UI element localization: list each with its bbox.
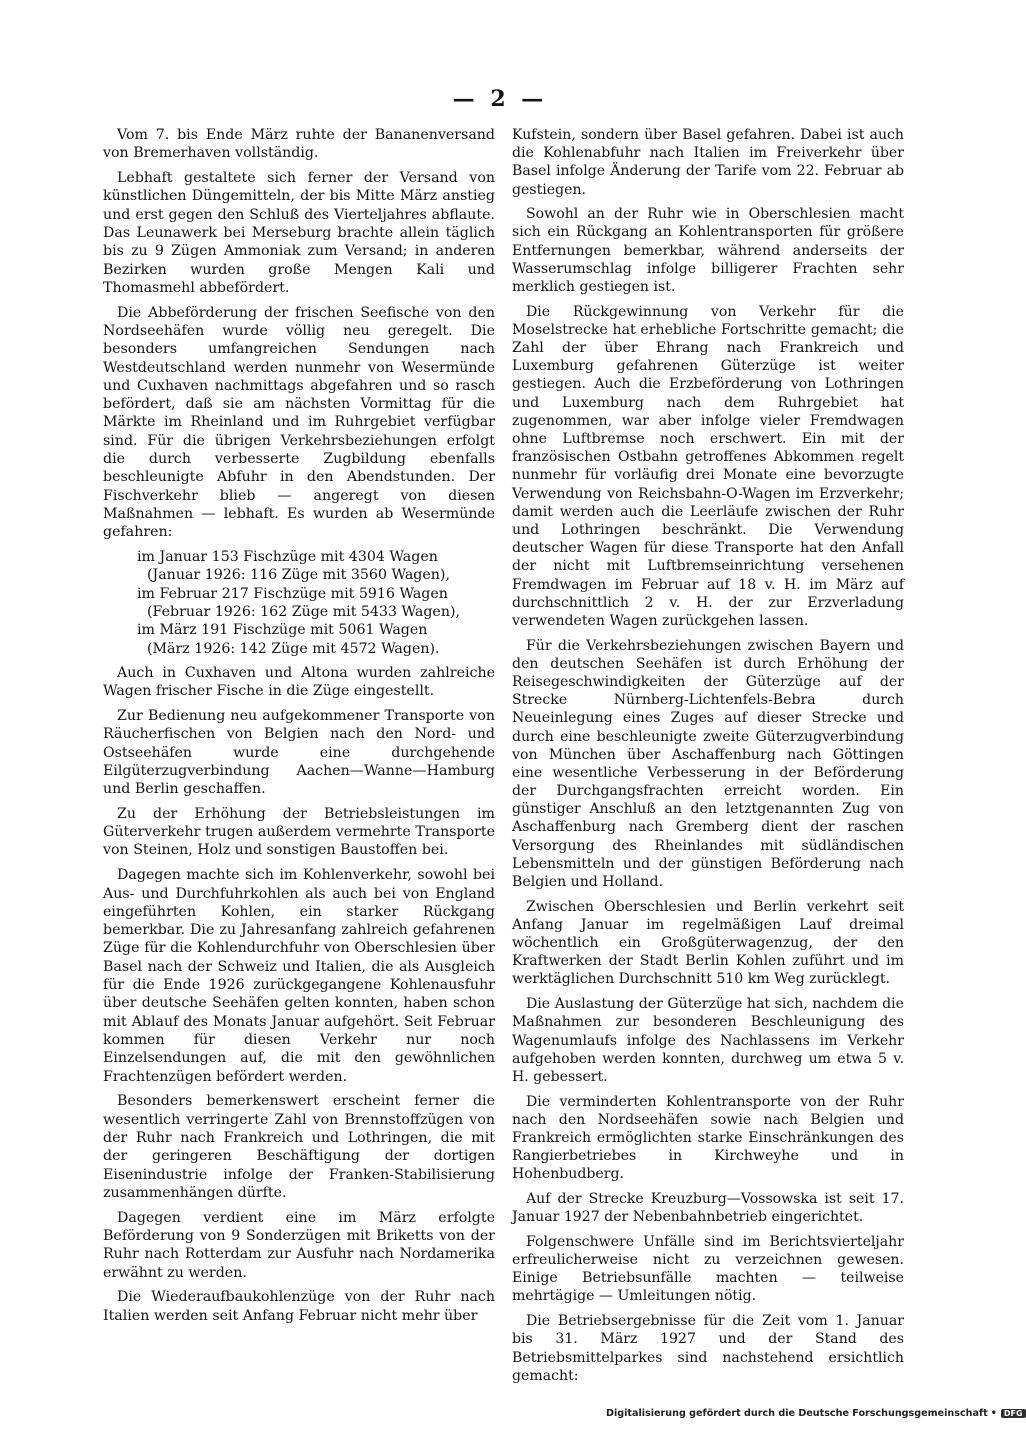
paragraph: Zur Bedienung neu aufgekommener Transporte von Räucherfischen von Belgien nach den Nord- und Ostseehäfen wurde eine durchgehende Eilgüterzugverbindung Aachen—Wanne—Hamburg und Berlin geschaffen. bbox=[103, 707, 495, 798]
paragraph: Die Auslastung der Güterzüge hat sich, nachdem die Maßnahmen zur besonderen Beschleunigung des Wagenumlaufs infolge des Nachlassens im Verkehr aufgehoben werden konnten, durchweg um etwa 5 v. H. gebessert. bbox=[512, 996, 904, 1085]
paragraph: Die Abbeförderung der frischen Seefische von den Nordseehäfen wurde völlig neu geregelt. Die besonders umfangreichen Sendungen nach Westdeutschland werden nunmehr von Wesermünde und Cuxhaven nachmittags abgefahren und so rasch befördert, daß sie am nächsten Vormittag für die Märkte im Rheinland und im Ruhrgebiet verfügbar sind. Für die übrigen Verkehrsbeziehungen erfolgt die durch verbesserte Zugbildung ebenfalls beschleunigte Abfuhr in den Abendstunden. Der Fischverkehr blieb — angeregt von diesen Maßnahmen — lebhaft. Es wurden ab Wesermünde gefahren: bbox=[103, 304, 495, 541]
paragraph: Für die Verkehrsbeziehungen zwischen Bayern und den deutschen Seehäfen ist durch Erhöhung der Reisegeschwindigkeiten der Güterzüge auf der Strecke Nürnberg-Lichtenfels-Bebra durch Neueinlegung eines Zuges auf dieser Strecke und durch eine beschleunigte zweite Güterzugverbindung von München über Aschaffenburg nach Göttingen eine wesentliche Verbesserung in der Beförderung der Durchgangsfrachten erreicht worden. Ein günstiger Anschluß an den letztgenannten Zug von Aschaffenburg nach Gremberg dient der raschen Versorgung des Rheinlandes mit südländischen Lebensmitteln und der günstigen Beförderung nach Belgien und Holland. bbox=[512, 637, 904, 890]
paragraph: Kufstein, sondern über Basel gefahren. Dabei ist auch die Kohlenabfuhr nach Italien im Freiverkehr über Basel infolge Änderung der Tarife vom 22. Februar ab gestiegen. bbox=[512, 127, 904, 198]
list-item-sub: (Januar 1926: 116 Züge mit 3560 Wagen), bbox=[147, 567, 450, 584]
list-item-sub: (Februar 1926: 162 Züge mit 5433 Wagen), bbox=[147, 603, 461, 620]
fish-train-list bbox=[103, 548, 495, 658]
paragraph: Besonders bemerkenswert erscheint ferner die wesentlich verringerte Zahl von Brennstoffzügen von der Ruhr nach Frankreich und Lothringen, die mit der geringeren Beschäftigung der dortigen Eisenindustrie infolge der Franken-Stabilisierung zusammenhängen dürfte. bbox=[103, 1093, 495, 1201]
paragraph: Vom 7. bis Ende März ruhte der Bananenversand von Bremerhaven vollständig. bbox=[103, 127, 495, 162]
list-item-sub: (März 1926: 142 Züge mit 4572 Wagen). bbox=[147, 640, 440, 657]
footer-text: Digitalisierung gefördert durch die Deutsche Forschungsgemeinschaft bbox=[606, 1408, 988, 1419]
paragraph: Auch in Cuxhaven und Altona wurden zahlreiche Wagen frischer Fische in die Züge eingestellt. bbox=[103, 664, 495, 700]
paragraph: Die Rückgewinnung von Verkehr für die Moselstrecke hat erhebliche Fortschritte gemacht; die Zahl der über Ehrang nach Frankreich und Luxemburg gefahrenen Güterzüge ist weiter gestiegen. Auch die Erzbeförderung von Lothringen und Luxemburg nach dem Ruhrgebiet hat zugenommen, war aber infolge vieler Fremdwagen ohne Luftbremse noch erschwert. Ein mit der französischen Ostbahn getroffenes Abkommen regelt nunmehr für vorläufig drei Monate eine bevorzugte Verwendung von Reichsbahn-O-Wagen im Erzverkehr; damit werden auch die Leerläufe zwischen der Ruhr und Lothringen beschränkt. Die Verwendung deutscher Wagen für diese Transporte hat den Anfall der nicht mit Luftbremseinrichtung versehenen Fremdwagen im Februar auf 18 v. H. im März auf durchschnittlich 2 v. H. der zur Erzverladung verwendeten Wagen zurückgehen lassen. bbox=[512, 303, 904, 629]
paragraph: Die Betriebsergebnisse für die Zeit vom 1. Januar bis 31. März 1927 und der Stand des Betriebsmittelparkes sind nachstehend ersichtlich gemacht: bbox=[512, 1313, 904, 1384]
paragraph: Die verminderten Kohlentransporte von der Ruhr nach den Nordseehäfen sowie nach Belgien und Frankreich ermöglichten starke Einschränkungen des Rangierbetriebes in Kirchweyhe und in Hohenbudberg. bbox=[512, 1093, 904, 1183]
footer-bullet: • bbox=[990, 1408, 997, 1419]
paragraph: Zu der Erhöhung der Betriebsleistungen im Güterverkehr trugen außerdem vermehrte Transporte von Steinen, Holz und sonstigen Baustoffen bei. bbox=[103, 805, 495, 859]
page-number: — 2 — bbox=[452, 86, 548, 112]
paragraph: Sowohl an der Ruhr wie in Oberschlesien macht sich ein Rückgang an Kohlentransporten für größere Entfernungen bemerkbar, während anderseits der Wasserumschlag infolge billigerer Frachten sehr merklich gestiegen ist. bbox=[512, 206, 904, 295]
paragraph: Auf der Strecke Kreuzburg—Vossowska ist seit 17. Januar 1927 der Nebenbahnbetrieb eingerichtet. bbox=[512, 1191, 904, 1226]
list-item bbox=[137, 621, 495, 658]
left-column bbox=[103, 126, 495, 1331]
list-item bbox=[137, 548, 495, 585]
paragraph: Dagegen verdient eine im März erfolgte Beförderung von 9 Sonderzügen mit Briketts von der Ruhr nach Rotterdam zur Ausfuhr nach Nordamerika erwähnt zu werden. bbox=[103, 1209, 495, 1281]
list-item bbox=[137, 585, 495, 622]
list-item-main: im März 191 Fischzüge mit 5061 Wagen bbox=[137, 622, 428, 639]
paragraph: Dagegen machte sich im Kohlenverkehr, sowohl bei Aus- und Durchfuhrkohlen als auch bei von England eingeführten Kohlen, ein starker Rückgang bemerkbar. Die zu Jahresanfang zahlreich gefahrenen Züge für die Kohlendurchfuhr von Oberschlesien über Basel nach der Schweiz und Italien, die als Ausgleich für die Ende 1926 zurückgegangene Kohlenausfuhr über deutsche Seehäfen gelten konnten, haben schon mit Ablauf des Monats Januar aufgehört. Seit Februar kommen für diesen Verkehr nur noch Einzelsendungen auf, die mit den gewöhnlichen Frachtenzügen befördert werden. bbox=[103, 867, 495, 1085]
right-column bbox=[512, 126, 904, 1391]
list-item-main: im Januar 153 Fischzüge mit 4304 Wagen bbox=[137, 549, 438, 566]
dfg-logo: DFG bbox=[1001, 1409, 1026, 1418]
footer-credit bbox=[606, 1408, 1023, 1419]
paragraph: Folgenschwere Unfälle sind im Berichtsvierteljahr erfreulicherweise nicht zu verzeichnen gewesen. Einige Betriebsunfälle machten — teilweise mehrtägige — Umleitungen nötig. bbox=[512, 1233, 904, 1305]
paragraph: Die Wiederaufbaukohlenzüge von der Ruhr nach Italien werden seit Anfang Februar nicht mehr über bbox=[103, 1289, 495, 1324]
list-item-main: im Februar 217 Fischzüge mit 5916 Wagen bbox=[137, 585, 448, 602]
paragraph: Zwischen Oberschlesien und Berlin verkehrt seit Anfang Januar im regelmäßigen Lauf dreimal wöchentlich ein Großgüterwagenzug, der den Kraftwerken der Stadt Berlin Kohlen zuführt und im werktäglichen Durchschnitt 510 km Weg zurücklegt. bbox=[512, 898, 904, 988]
paragraph: Lebhaft gestaltete sich ferner der Versand von künstlichen Düngemitteln, der bis Mitte März anstieg und erst gegen den Schluß des Vierteljahres abflaute. Das Leunawerk bei Merseburg brachte allein täglich bis zu 9 Zügen Ammoniak zum Versand; in anderen Bezirken wurden große Mengen Kali und Thomasmehl abbefördert. bbox=[103, 170, 495, 296]
